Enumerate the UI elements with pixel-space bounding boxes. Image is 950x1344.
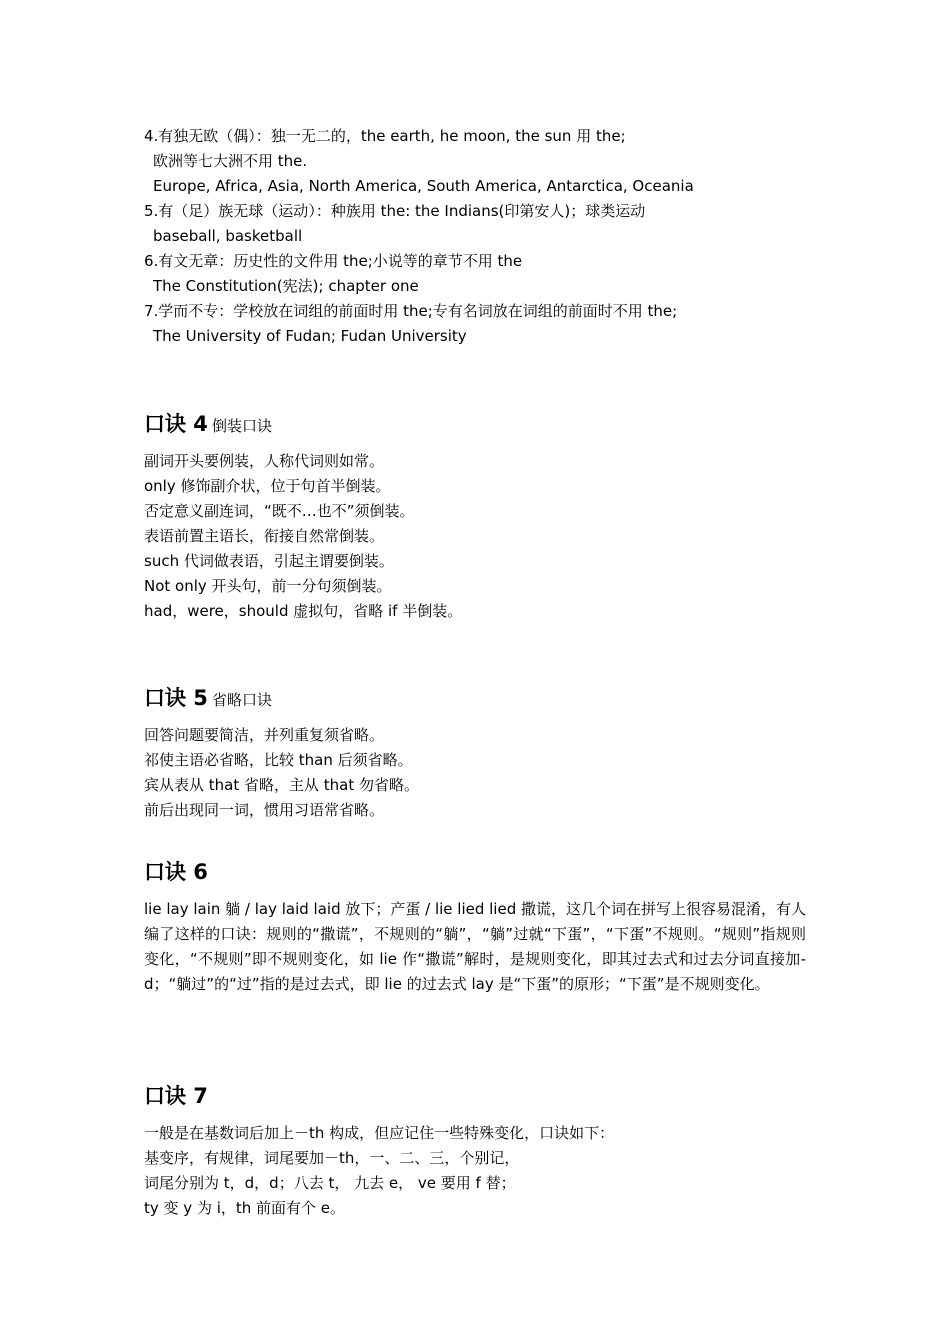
rule-4-note: 欧洲等七大洲不用 the. bbox=[153, 152, 308, 170]
rule-7-line: 7.学而不专：学校放在词组的前面时用 the;专有名词放在词组的前面时不用 the; bbox=[144, 302, 678, 320]
rule-6-line: 6.有文无章：历史性的文件用 the;小说等的章节不用 the bbox=[144, 252, 523, 270]
section-4-line: Not only 开头句，前一分句须倒装。 bbox=[144, 577, 392, 595]
section-4-line: 副词开头要例装，人称代词则如常。 bbox=[144, 452, 385, 470]
section-4-subtitle: 倒装口诀 bbox=[211, 417, 272, 435]
section-6-title: 口诀 6 bbox=[144, 860, 208, 884]
rule-4-example: Europe, Africa, Asia, North America, South America, Antarctica, Oceania bbox=[153, 177, 694, 195]
section-7-line: 词尾分别为 t，d，d；八去 t， 九去 e， ve 要用 f 替； bbox=[144, 1174, 516, 1192]
section-4-line: 否定意义副连词，“既不…也不”须倒装。 bbox=[144, 502, 415, 520]
section-5-line: 祁使主语必省略，比较 than 后须省略。 bbox=[144, 751, 413, 769]
section-4-line: had，were，should 虚拟句，省略 if 半倒装。 bbox=[144, 602, 463, 620]
section-4-line: only 修饰副介状，位于句首半倒装。 bbox=[144, 477, 391, 495]
rule-5-example: baseball, basketball bbox=[153, 227, 303, 245]
rule-6-example: The Constitution(宪法); chapter one bbox=[153, 277, 419, 295]
section-5-line: 前后出现同一词，惯用习语常省略。 bbox=[144, 801, 385, 819]
section-7-title: 口诀 7 bbox=[144, 1084, 208, 1108]
section-7-line: ty 变 y 为 i，th 前面有个 e。 bbox=[144, 1199, 346, 1217]
section-5-subtitle: 省略口诀 bbox=[211, 691, 272, 709]
section-6-heading bbox=[144, 858, 208, 886]
section-5-title: 口诀 5 bbox=[144, 686, 208, 710]
section-4-heading bbox=[144, 410, 272, 440]
section-4-line: 表语前置主语长，衔接自然常倒装。 bbox=[144, 527, 385, 545]
section-5-line: 宾从表从 that 省略，主从 that 勿省略。 bbox=[144, 776, 419, 794]
section-7-heading bbox=[144, 1082, 208, 1110]
section-6-paragraph: lie lay lain 躺 / lay laid laid 放下；产蛋 / lie lied lied 撒谎，这几个词在拼写上很容易混淆，有人编了这样的口诀：规则的“撒谎”，不规则的“躺”，“躺”过就“下蛋”，“下蛋”不规则。“规则”指规则变化，“不规则”即不规则变化，如 lie 作“撒谎”解时，是规则变化，即其过去式和过去分词直接加-d；“躺过”的“过”指的是过去式，即 lie 的过去式 lay 是“下蛋”的原形；“下蛋”是不规则变化。 bbox=[144, 900, 806, 993]
rule-4-line: 4.有独无欧（偶）：独一无二的，the earth, he moon, the sun 用 the; bbox=[144, 127, 626, 145]
section-7-line: 一般是在基数词后加上－th 构成，但应记住一些特殊变化，口诀如下： bbox=[144, 1124, 615, 1142]
section-7-line: 基变序，有规律，词尾要加－th，一、二、三，个别记， bbox=[144, 1149, 520, 1167]
rule-5-line: 5.有（足）族无球（运动）：种族用 the: the Indians(印第安人)；球类运动 bbox=[144, 202, 646, 220]
rule-7-example: The University of Fudan; Fudan University bbox=[153, 327, 467, 345]
section-4-line: such 代词做表语，引起主谓要倒装。 bbox=[144, 552, 394, 570]
section-5-heading bbox=[144, 684, 272, 714]
section-5-line: 回答问题要简洁，并列重复须省略。 bbox=[144, 726, 385, 744]
section-4-title: 口诀 4 bbox=[144, 412, 208, 436]
